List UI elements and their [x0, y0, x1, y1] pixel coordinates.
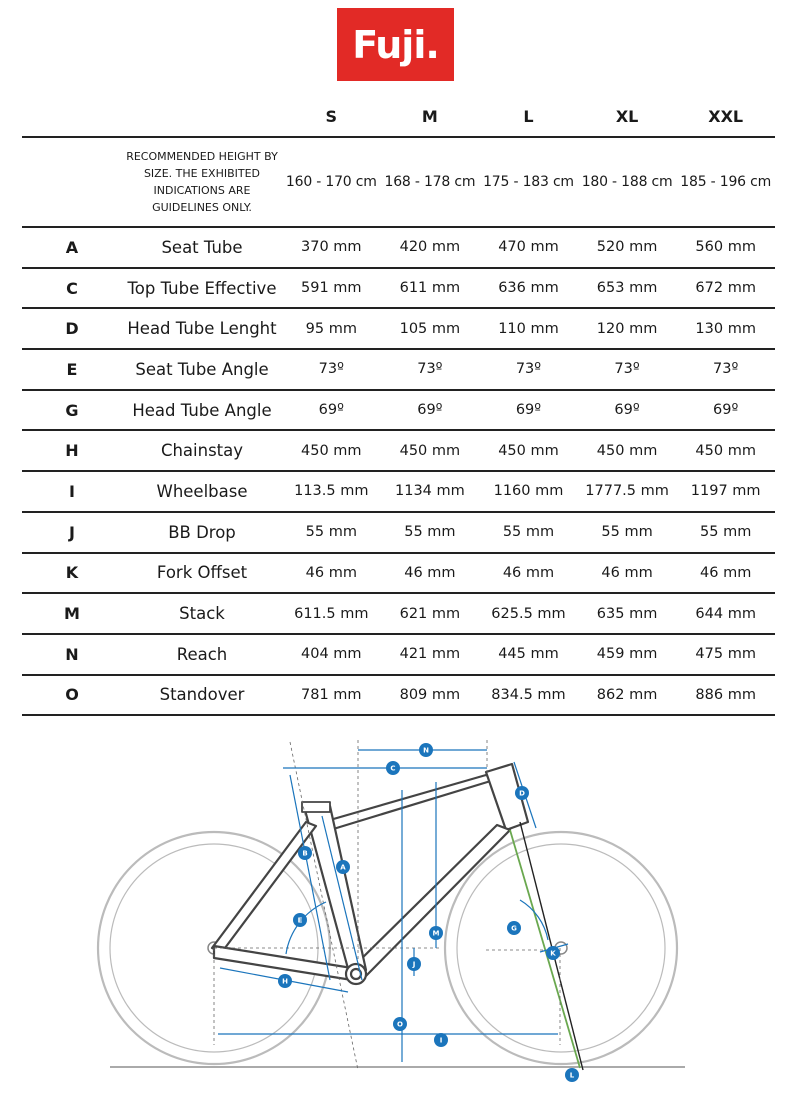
svg-text:B: B: [302, 849, 308, 858]
measurement-value: 450 mm: [578, 430, 677, 471]
geometry-row: [22, 553, 775, 594]
frame: [212, 764, 528, 984]
badge-l: [565, 1068, 579, 1082]
size-header: XXL: [676, 96, 775, 137]
measurement-value: 420 mm: [381, 227, 480, 268]
measurement-name: Seat Tube Angle: [122, 349, 282, 390]
badge-c: [386, 761, 400, 775]
measurement-value: 450 mm: [479, 430, 578, 471]
geometry-row: [22, 390, 775, 431]
measurement-value: 421 mm: [381, 634, 480, 675]
measurement-value: 404 mm: [282, 634, 381, 675]
measurement-value: 475 mm: [676, 634, 775, 675]
geometry-row: [22, 675, 775, 716]
measurement-value: 73º: [578, 349, 677, 390]
size-header: S: [282, 96, 381, 137]
measurement-value: 46 mm: [282, 553, 381, 594]
measurement-value: 55 mm: [381, 512, 480, 553]
measurement-value: 73º: [676, 349, 775, 390]
geometry-row: [22, 471, 775, 512]
measurement-value: 560 mm: [676, 227, 775, 268]
fuji-logo: [337, 8, 454, 81]
measurement-value: 55 mm: [282, 512, 381, 553]
measurement-value: 644 mm: [676, 593, 775, 634]
row-key: C: [22, 268, 122, 309]
badge-g: [507, 921, 521, 935]
measurement-name: Reach: [122, 634, 282, 675]
badge-h: [278, 974, 292, 988]
height-range: 168 - 178 cm: [381, 137, 480, 227]
measurement-name: Head Tube Angle: [122, 390, 282, 431]
bike-geometry-diagram: [0, 730, 800, 1096]
row-key: A: [22, 227, 122, 268]
measurement-value: 445 mm: [479, 634, 578, 675]
measurement-value: 1777.5 mm: [578, 471, 677, 512]
svg-text:G: G: [511, 924, 517, 933]
header-blank: [22, 96, 122, 137]
measurement-value: 886 mm: [676, 675, 775, 716]
svg-text:C: C: [390, 764, 396, 773]
recommended-height-note: RECOMMENDED HEIGHT BY SIZE. THE EXHIBITED INDICATIONS ARE GUIDELINES ONLY.: [122, 137, 282, 227]
row-key: G: [22, 390, 122, 431]
row-key: E: [22, 349, 122, 390]
front-wheel: [445, 832, 677, 1064]
measurement-value: 73º: [282, 349, 381, 390]
row-key: M: [22, 593, 122, 634]
measurement-value: 470 mm: [479, 227, 578, 268]
svg-text:M: M: [432, 929, 440, 938]
height-range: 160 - 170 cm: [282, 137, 381, 227]
row-key: D: [22, 308, 122, 349]
measurement-value: 520 mm: [578, 227, 677, 268]
measurement-value: 370 mm: [282, 227, 381, 268]
measurement-value: 625.5 mm: [479, 593, 578, 634]
measurement-name: Seat Tube: [122, 227, 282, 268]
row-key: [22, 137, 122, 227]
measurement-value: 120 mm: [578, 308, 677, 349]
height-range: 185 - 196 cm: [676, 137, 775, 227]
measurement-name: Wheelbase: [122, 471, 282, 512]
measurement-value: 69º: [676, 390, 775, 431]
measurement-value: 1134 mm: [381, 471, 480, 512]
svg-text:I: I: [439, 1036, 443, 1045]
measurement-value: 450 mm: [282, 430, 381, 471]
measurement-value: 69º: [381, 390, 480, 431]
geometry-row: [22, 430, 775, 471]
svg-text:L: L: [569, 1071, 575, 1080]
row-key: J: [22, 512, 122, 553]
badge-n: [419, 743, 433, 757]
row-key: O: [22, 675, 122, 716]
svg-text:D: D: [519, 789, 525, 798]
measurement-value: 1197 mm: [676, 471, 775, 512]
badge-o: [393, 1017, 407, 1031]
svg-text:K: K: [550, 949, 556, 958]
header-blank: [122, 96, 282, 137]
measurement-value: 611.5 mm: [282, 593, 381, 634]
badge-k: [546, 946, 560, 960]
measurement-name: Top Tube Effective: [122, 268, 282, 309]
measurement-value: 591 mm: [282, 268, 381, 309]
measurement-value: 113.5 mm: [282, 471, 381, 512]
measurement-value: 450 mm: [381, 430, 480, 471]
measurement-value: 653 mm: [578, 268, 677, 309]
badge-j: [407, 957, 421, 971]
svg-text:J: J: [412, 960, 416, 969]
row-key: I: [22, 471, 122, 512]
measurement-value: 450 mm: [676, 430, 775, 471]
geometry-row: [22, 634, 775, 675]
geometry-row: [22, 349, 775, 390]
geometry-row: [22, 227, 775, 268]
measurement-value: 635 mm: [578, 593, 677, 634]
measurement-value: 130 mm: [676, 308, 775, 349]
fork-line: [510, 830, 580, 1068]
geometry-table: [22, 96, 775, 716]
svg-text:N: N: [423, 746, 429, 755]
measurement-value: 834.5 mm: [479, 675, 578, 716]
height-range: 175 - 183 cm: [479, 137, 578, 227]
measurement-value: 1160 mm: [479, 471, 578, 512]
measurement-name: Head Tube Lenght: [122, 308, 282, 349]
geometry-row: [22, 308, 775, 349]
svg-text:E: E: [297, 916, 303, 925]
badge-i: [434, 1033, 448, 1047]
measurement-value: 55 mm: [676, 512, 775, 553]
brand-name: Fuji.: [352, 22, 439, 67]
measurement-name: Stack: [122, 593, 282, 634]
measurement-value: 862 mm: [578, 675, 677, 716]
svg-text:H: H: [282, 977, 288, 986]
geometry-row: [22, 593, 775, 634]
measurement-value: 69º: [578, 390, 677, 431]
measurement-value: 69º: [479, 390, 578, 431]
measurement-value: 69º: [282, 390, 381, 431]
badge-b: [298, 846, 312, 860]
badge-d: [515, 786, 529, 800]
geometry-row: [22, 268, 775, 309]
measurement-value: 55 mm: [578, 512, 677, 553]
svg-text:A: A: [340, 863, 346, 872]
size-header: M: [381, 96, 480, 137]
measurement-name: Standover: [122, 675, 282, 716]
measurement-value: 46 mm: [479, 553, 578, 594]
svg-text:O: O: [397, 1020, 403, 1029]
size-header: XL: [578, 96, 677, 137]
measurement-name: BB Drop: [122, 512, 282, 553]
measurement-value: 46 mm: [381, 553, 480, 594]
measurement-value: 95 mm: [282, 308, 381, 349]
recommended-height-row: [22, 137, 775, 227]
measurement-value: 73º: [381, 349, 480, 390]
measurement-value: 46 mm: [578, 553, 677, 594]
measurement-value: 46 mm: [676, 553, 775, 594]
measurement-value: 55 mm: [479, 512, 578, 553]
measurement-value: 459 mm: [578, 634, 677, 675]
measurement-name: Fork Offset: [122, 553, 282, 594]
measurement-value: 636 mm: [479, 268, 578, 309]
measurement-value: 611 mm: [381, 268, 480, 309]
row-key: H: [22, 430, 122, 471]
size-header-row: [22, 96, 775, 137]
row-key: N: [22, 634, 122, 675]
badge-m: [429, 926, 443, 940]
measurement-value: 110 mm: [479, 308, 578, 349]
badge-a: [336, 860, 350, 874]
geometry-row: [22, 512, 775, 553]
measurement-value: 105 mm: [381, 308, 480, 349]
measurement-value: 809 mm: [381, 675, 480, 716]
measurement-value: 781 mm: [282, 675, 381, 716]
measurement-value: 672 mm: [676, 268, 775, 309]
height-range: 180 - 188 cm: [578, 137, 677, 227]
measurement-name: Chainstay: [122, 430, 282, 471]
measurement-value: 73º: [479, 349, 578, 390]
row-key: K: [22, 553, 122, 594]
measurement-value: 621 mm: [381, 593, 480, 634]
size-header: L: [479, 96, 578, 137]
badge-e: [293, 913, 307, 927]
